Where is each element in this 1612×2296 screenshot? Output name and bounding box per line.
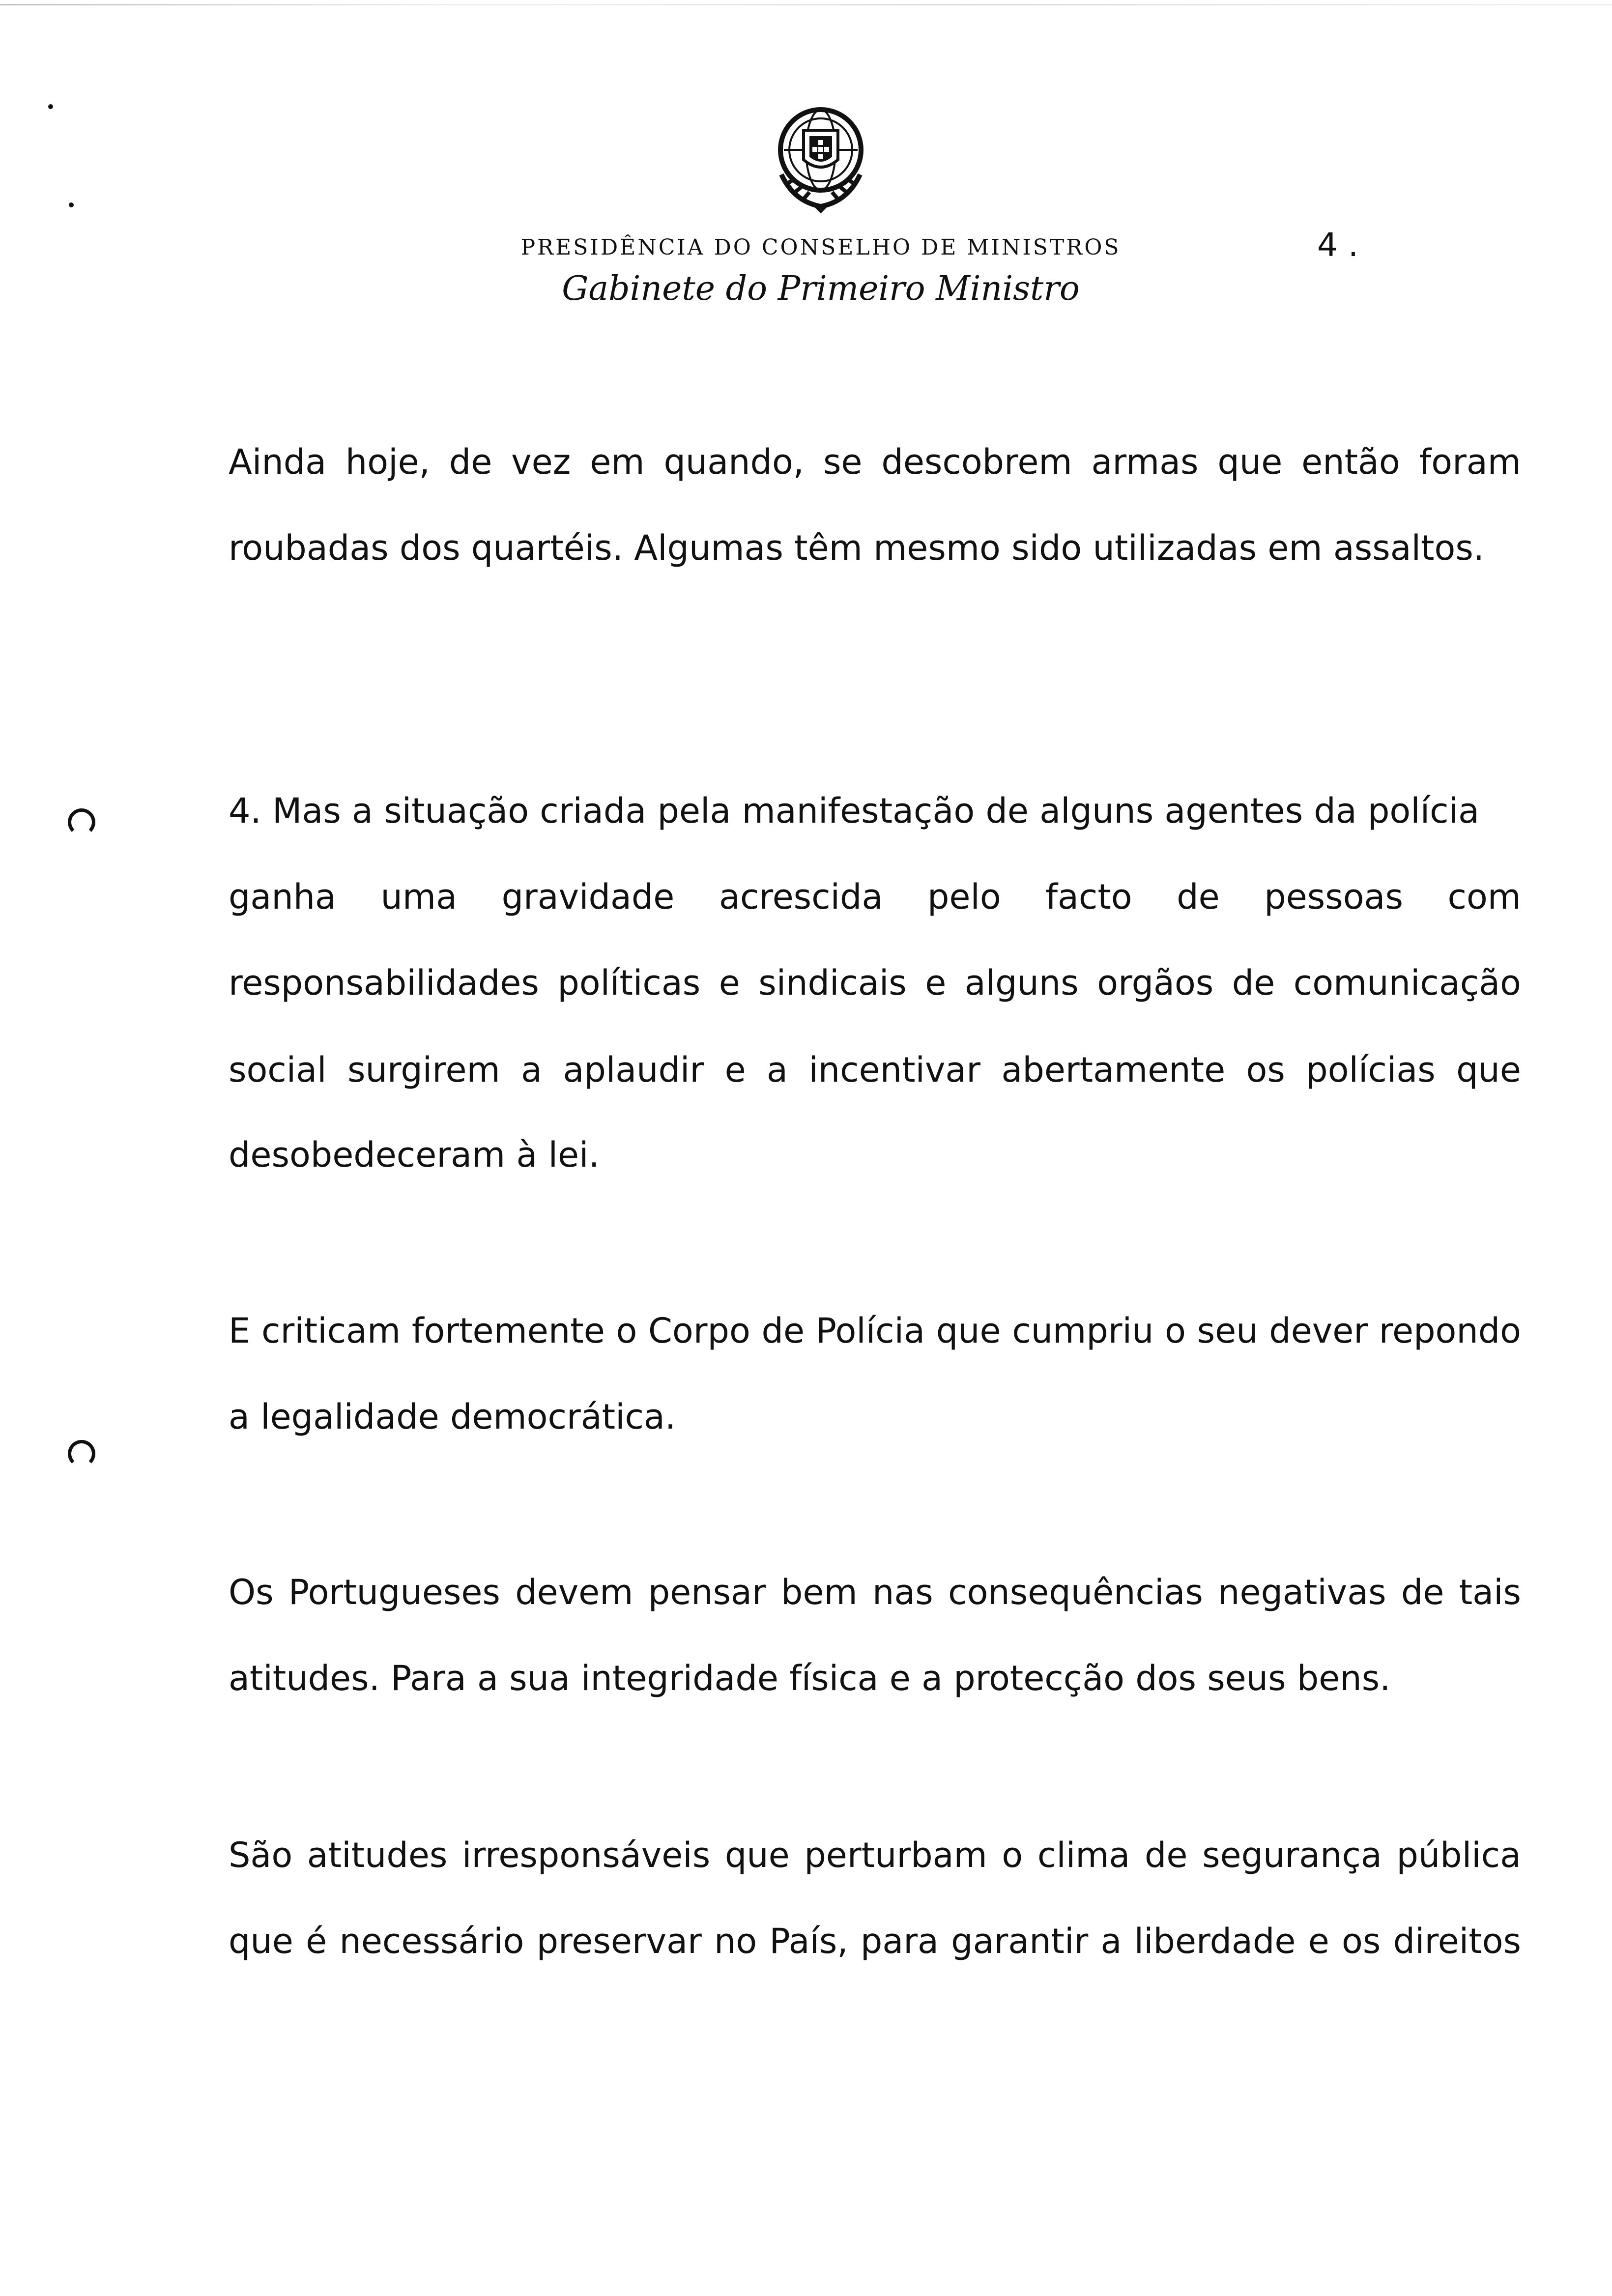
header-organization: PRESIDÊNCIA DO CONSELHO DE MINISTROS (520, 235, 1121, 260)
scan-edge-line (0, 4, 1612, 5)
body-line-1: Ainda hoje, de vez em quando, se descobrem armas que então foram (229, 442, 1521, 482)
page-number: 4 . (1317, 226, 1358, 264)
margin-dot-1 (48, 104, 53, 109)
body-line-10: Os Portugueses devem pensar bem nas consequências negativas de tais (229, 1572, 1521, 1612)
header-cabinet: Gabinete do Primeiro Ministro (562, 269, 1080, 308)
body-line-5: responsabilidades políticas e sindicais e alguns orgãos de comunicação (229, 963, 1521, 1003)
body-line-4: ganha uma gravidade acrescida pelo facto de pessoas com (229, 877, 1521, 917)
punch-hole-bottom (68, 1440, 95, 1467)
body-line-9: a legalidade democrática. (229, 1397, 676, 1437)
margin-dot-2 (69, 202, 74, 207)
body-line-11: atitudes. Para a sua integridade física e a protecção dos seus bens. (229, 1658, 1391, 1698)
body-line-7: desobedeceram à lei. (229, 1135, 600, 1175)
punch-hole-top (68, 808, 95, 836)
body-line-13: que é necessário preservar no País, para garantir a liberdade e os direitos (229, 1921, 1521, 1961)
coat-of-arms-emblem (764, 101, 877, 214)
body-line-3: 4. Mas a situação criada pela manifestação de alguns agentes da polícia (229, 791, 1479, 831)
body-line-8: E criticam fortemente o Corpo de Polícia que cumpriu o seu dever repondo (229, 1311, 1521, 1351)
body-line-12: São atitudes irresponsáveis que perturbam o clima de segurança pública (229, 1835, 1521, 1875)
body-line-6: social surgirem a aplaudir e a incentivar abertamente os polícias que (229, 1050, 1521, 1090)
body-line-2: roubadas dos quartéis. Algumas têm mesmo sido utilizadas em assaltos. (229, 528, 1485, 568)
